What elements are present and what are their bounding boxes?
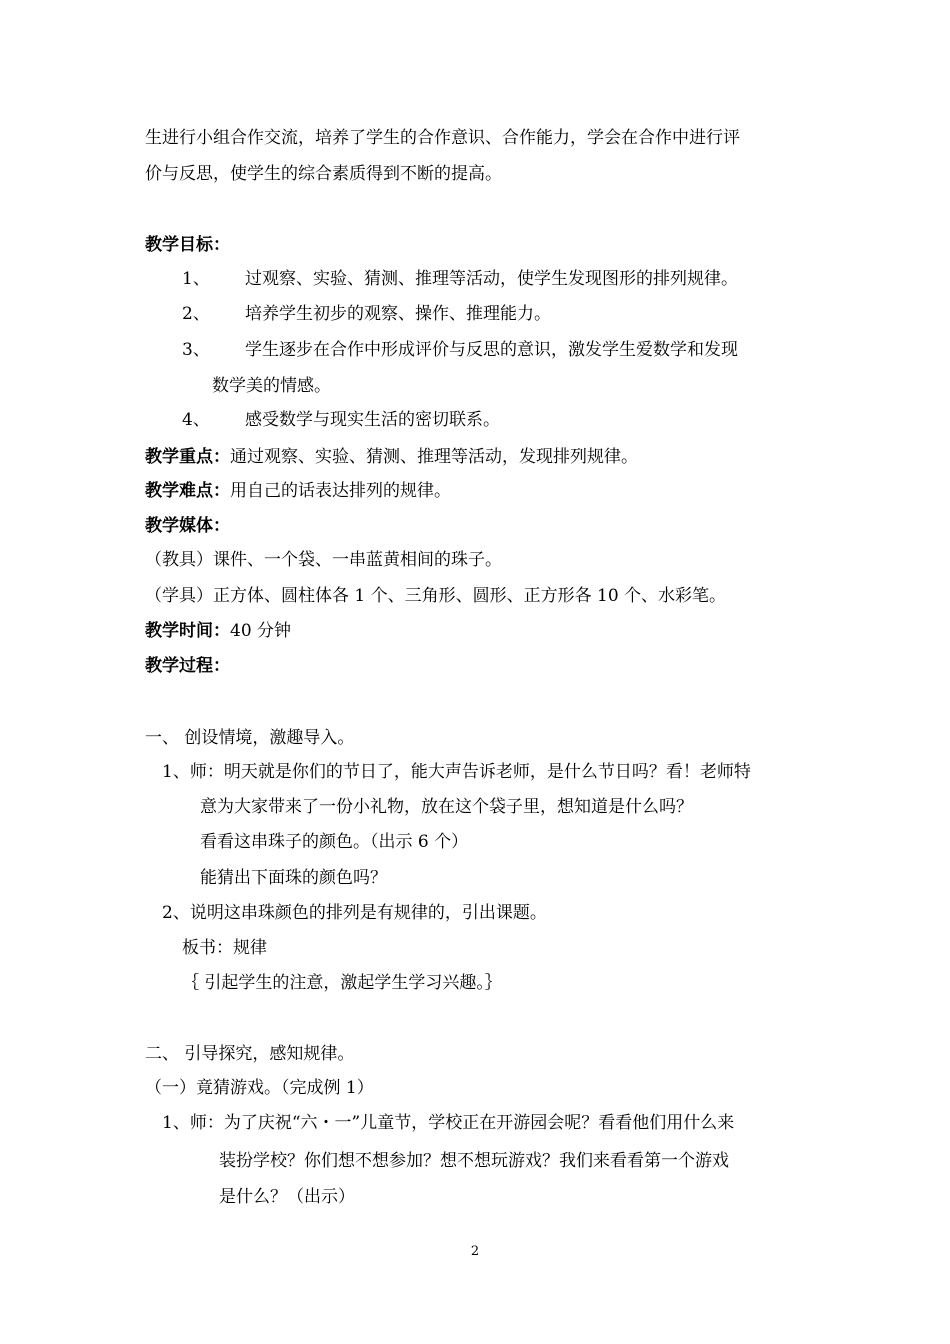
time-label: 教学时间：	[145, 621, 230, 641]
goal-4-text: 感受数学与现实生活的密切联系。	[245, 410, 500, 430]
media-label: 教学媒体：	[145, 516, 230, 536]
goal-1-text: 过观察、实验、猜测、推理等活动，使学生发现图形的排列规律。	[245, 269, 738, 289]
process-label: 教学过程：	[145, 656, 230, 676]
section-2-para-1-line-2: 装扮学校？你们想不想参加？想不想玩游戏？我们来看看第一个游戏	[219, 1151, 729, 1171]
time-text: 40 分钟	[230, 621, 292, 641]
media-student-tools: （学具）正方体、圆柱体各 1 个、三角形、圆形、正方形各 10 个、水彩笔。	[145, 586, 727, 606]
difficulty-text: 用自己的话表达排列的规律。	[230, 481, 451, 501]
key-point	[145, 446, 638, 468]
difficulty	[145, 480, 451, 502]
goal-1-number: 1、	[182, 269, 210, 289]
goals-label: 教学目标：	[145, 235, 230, 255]
section-1-note: ｛ 引起学生的注意，激起学生学习兴趣。｝	[182, 973, 502, 993]
section-1-para-2: 2、说明这串珠颜色的排列是有规律的，引出课题。	[162, 903, 547, 923]
goal-4-number: 4、	[182, 410, 210, 430]
goal-2-number: 2、	[182, 304, 210, 324]
section-2-para-1-line-3: 是什么？（出示）	[219, 1187, 355, 1207]
key-point-label: 教学重点：	[145, 447, 230, 467]
intro-line-1: 生进行小组合作交流，培养了学生的合作意识、合作能力，学会在合作中进行评	[145, 128, 740, 148]
goal-2-text: 培养学生初步的观察、操作、推理能力。	[245, 304, 551, 324]
difficulty-label: 教学难点：	[145, 481, 230, 501]
section-2-sub-1: （一）竟猜游戏。（完成例 1）	[145, 1078, 374, 1098]
section-2-para-1-line-1: 1、师：为了庆祝“六・一”儿童节，学校正在开游园会呢？看看他们用什么来	[162, 1113, 735, 1133]
section-1-para-1-line-2: 意为大家带来了一份小礼物，放在这个袋子里，想知道是什么吗？	[200, 797, 693, 817]
intro-line-2: 价与反思，使学生的综合素质得到不断的提高。	[145, 164, 502, 184]
section-1-board: 板书：规律	[182, 938, 267, 958]
section-1-para-1-line-3: 看看这串珠子的颜色。（出示 6 个）	[200, 832, 469, 852]
goal-3-number: 3、	[182, 340, 210, 360]
section-1-para-1-line-4: 能猜出下面珠的颜色吗？	[200, 868, 387, 888]
section-2-heading: 二、 引导探究，感知规律。	[145, 1044, 355, 1064]
goal-3-text: 学生逐步在合作中形成评价与反思的意识，激发学生爱数学和发现	[245, 340, 738, 360]
teaching-time	[145, 620, 291, 642]
section-1-para-1-line-1: 1、师：明天就是你们的节日了，能大声告诉老师，是什么节日吗？看！老师特	[162, 762, 751, 782]
section-1-heading: 一、 创设情境，激趣导入。	[145, 728, 355, 748]
media-teacher-tools: （教具）课件、一个袋、一串蓝黄相间的珠子。	[145, 550, 502, 570]
goal-3-continuation: 数学美的情感。	[212, 376, 331, 396]
key-point-text: 通过观察、实验、猜测、推理等活动，发现排列规律。	[230, 447, 638, 467]
page-number: 2	[470, 1244, 480, 1259]
